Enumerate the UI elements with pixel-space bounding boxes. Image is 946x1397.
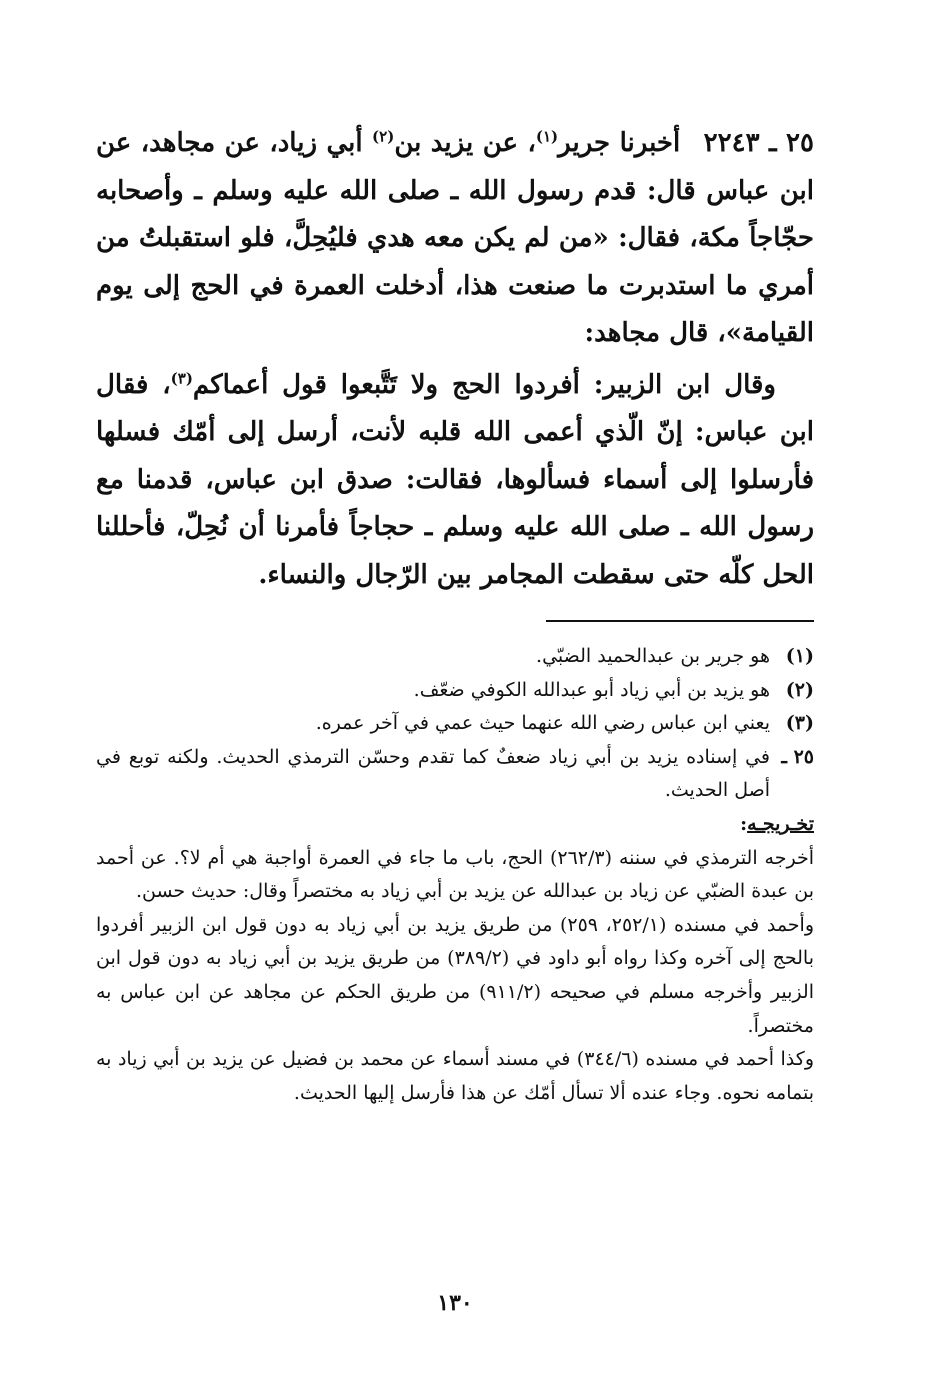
footnote-ref-3: (٣) <box>170 368 193 387</box>
takhrij-title: تخـريجـه <box>747 812 814 835</box>
hadith-text <box>96 120 814 599</box>
takhrij-colon: : <box>740 812 748 835</box>
takhrij-paragraph: أخرجه الترمذي في سننه (٢٦٢/٣) الحج، باب ما جاء في العمرة أواجبة هي أم لا؟. عن أحمد بن عبدة الضبّي عن زياد بن عبدالله عن يزيد بن أبي زياد به مختصراً وقال: حديث حسن. <box>96 846 814 903</box>
hadith-text-segment: وقال ابن الزبير: أفردوا الحج ولا تَتَّبعوا قول أعماكم <box>192 369 776 400</box>
footnote-text: هو جرير بن عبدالحميد الضبّي. <box>536 645 770 667</box>
footnote-item <box>96 640 814 674</box>
hadith-text-segment: أخبرنا جرير <box>558 128 681 158</box>
footnote-ref-2: (٢) <box>372 127 395 146</box>
footnote-mark: (١) <box>785 645 814 667</box>
hadith-text-segment: ، عن يزيد بن <box>394 128 536 158</box>
page-number: ١٣٠ <box>437 1290 473 1316</box>
footnote-item <box>96 674 814 708</box>
takhrij-paragraph: وأحمد في مسنده (٢٥٢/١، ٢٥٩) من طريق يزيد بن أبي زياد به دون قول ابن الزبير أفردوا بالحج إلى آخره وكذا رواه أبو داود في (٣٨٩/٢) من طريق يزيد بن أبي زياد به دون قول ابن الزبير وأخرجه مسلم في صحيحه (٩١١/٢) من طريق الحكم عن مجاهد عن ابن عباس به مختصراً. <box>96 913 815 1037</box>
takhrij-paragraph: وكذا أحمد في مسنده (٣٤٤/٦) في مسند أسماء عن محمد بن فضيل عن يزيد بن أبي زياد به بتمامه نحوه. وجاء عنده ألا تسأل أمّك عن هذا فأرسل إليها الحديث. <box>96 1048 814 1104</box>
footnote-text: هو يزيد بن أبي زياد أبو عبدالله الكوفي ضعّف. <box>413 678 770 701</box>
hadith-number: ٢٥ ـ ٢٢٤٣ <box>703 128 814 158</box>
footnote-text: يعني ابن عباس رضي الله عنهما حيث عمي في آخر عمره. <box>315 712 770 735</box>
hadith-paragraph-2 <box>96 362 814 600</box>
footnote-separator <box>546 620 814 622</box>
hadith-paragraph-1 <box>96 120 814 358</box>
footnote-mark: (٣) <box>785 712 814 735</box>
takhrij-heading <box>96 808 814 842</box>
footnote-item <box>96 707 814 741</box>
footnote-mark: (٢) <box>785 678 814 701</box>
hadith-text-segment: أبي زياد، عن مجاهد، عن ابن عباس قال: قدم رسول الله ـ صلى الله عليه وسلم ـ وأصحابه حجّاجاً مكة، فقال: «من لم يكن معه هدي فليُحِلَّ، فلو استقبلتُ من أمري ما استدبرت ما صنعت هذا، أدخلت العمرة في الحج إلى يوم القيامة»، قال مجاهد: <box>96 128 814 348</box>
hadith-text-segment: ، فقال ابن عباس: إنّ الّذي أعمى الله قلبه لأنت، أرسل إلى أمّك فسلها فأرسلوا إلى أسماء فسألوها، فقالت: صدق ابن عباس، قدمنا مع رسول الله ـ صلى الله عليه وسلم ـ حجاجاً فأمرنا أن نُحِلّ، فأحللنا الحل كلّه حتى سقطت المجامر بين الرّجال والنساء. <box>96 369 814 590</box>
footnote-ref-1: (١) <box>535 127 559 146</box>
commentary-mark: ٢٥ ـ <box>781 745 814 768</box>
commentary-text: في إسناده يزيد بن أبي زياد ضعفٌ كما تقدم وحسّن الترمذي الحديث. ولكنه توبع في أصل الحديث. <box>96 745 770 802</box>
takhrij-section <box>96 808 814 1110</box>
footnotes <box>96 640 814 1110</box>
commentary-item <box>96 741 814 808</box>
